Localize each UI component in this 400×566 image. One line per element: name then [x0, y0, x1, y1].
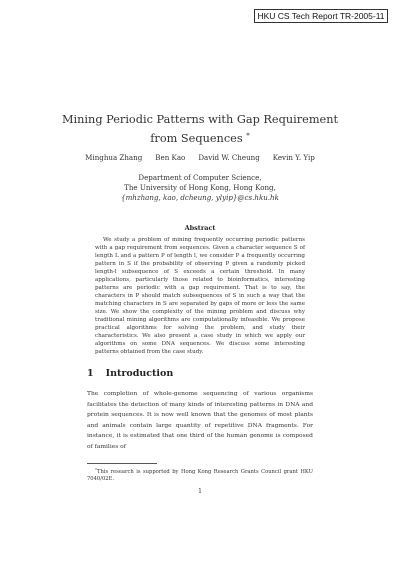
footnote-mark: *	[95, 467, 97, 472]
footnote-rule	[87, 463, 157, 464]
page-number: 1	[198, 488, 202, 495]
author-name: Ben Kao	[155, 153, 186, 162]
author-name: David W. Cheung	[198, 153, 260, 162]
author-list	[60, 153, 340, 162]
abstract-body: We study a problem of mining frequently occurring periodic patterns with a gap requirement from sequences. Given a character sequence S of length L and a pattern P of length l, we consider P a frequently occurring pattern in S if the probability of observing P given a randomly picked length-l subsequence of S exceeds a certain threshold. In many applications, particularly those related to bioinformatics, interesting patterns are periodic with a gap requirement. That is to say, the characters in P should match subsequences of S in such a way that the matching characters in S are separated by gaps of more or less the same size. We show the complexity of the mining problem and discuss why traditional mining algorithms are computationally infeasible. We propose practical algorithms for solving the problem, and study their characteristics. We also present a case study in which we apply our algorithms on some DNA sequences. We discuss some interesting patterns obtained from the case study.	[95, 237, 305, 355]
section-heading	[87, 368, 173, 379]
affiliation	[60, 173, 340, 203]
section-number: 1	[87, 368, 94, 379]
author-name: Minghua Zhang	[85, 153, 143, 162]
title-footnote-mark: *	[246, 132, 250, 140]
intro-paragraph: The completion of whole-genome sequencing of various organisms facilitates the detection of many kinds of interesting patterns in DNA and protein sequences. It is now well known that the genomes of most plants and animals contain large quantity of repetitive DNA fragments. For instance, it is estimated that one third of the human genome is composed of families of	[87, 390, 313, 450]
affiliation-dept: Department of Computer Science,	[138, 173, 262, 182]
title-line-2	[60, 128, 340, 147]
section-title: Introduction	[105, 368, 174, 379]
author-name: Kevin Y. Yip	[272, 153, 315, 162]
title-line-2-text: from Sequences	[150, 132, 243, 145]
affiliation-university: The University of Hong Kong, Hong Kong,	[124, 183, 276, 192]
paper-title	[60, 112, 340, 147]
title-line-1: Mining Periodic Patterns with Gap Requirement	[61, 113, 339, 126]
tech-report-label: HKU CS Tech Report TR-2005-11	[254, 9, 388, 23]
affiliation-email: {mhzhang, kao, dcheung, ylyip}@cs.hku.hk	[121, 193, 279, 202]
footnote-text: This research is supported by Hong Kong Research Grants Council grant HKU 7040/02E.	[87, 469, 313, 483]
abstract-heading: Abstract	[184, 224, 216, 232]
footnote	[87, 466, 313, 483]
